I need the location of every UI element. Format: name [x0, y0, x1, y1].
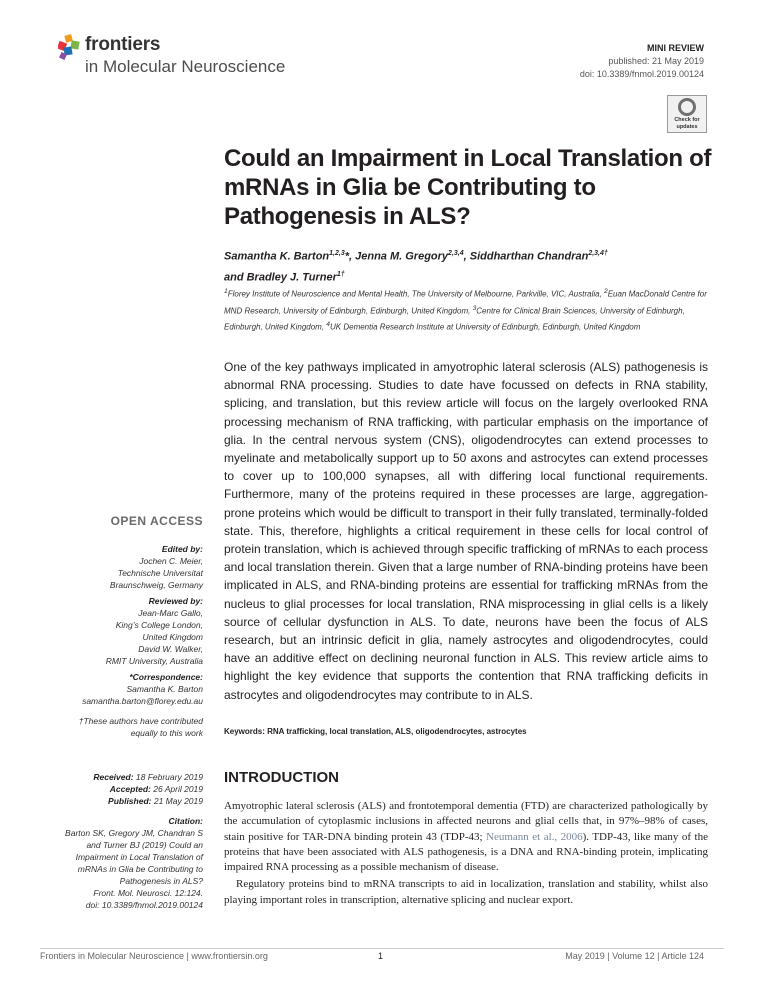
affil-text: Centre for Clinical Brain Sciences, University of Edinburgh, Edinburgh, United Kingdom,	[224, 306, 685, 332]
reference-link[interactable]: Neumann et al., 2006	[486, 830, 583, 843]
affil-sup: 3	[472, 304, 477, 312]
citation-line: mRNAs in Glia be Contributing to	[77, 864, 203, 874]
open-access-badge: OPEN ACCESS	[110, 514, 203, 528]
affil-text: Euan MacDonald Centre for MND Research, University of Edinburgh, Edinburgh, United Kingdom,	[224, 289, 707, 316]
received-label: Received:	[93, 772, 134, 782]
keywords	[224, 726, 708, 738]
update-circle-icon	[678, 98, 696, 116]
affil-sup: 1	[224, 288, 228, 295]
citation-line: Impairment in Local Translation of	[75, 852, 203, 862]
brand-name: frontiers	[85, 34, 161, 55]
citation-line: Front. Mol. Neurosci. 12:124.	[93, 888, 203, 898]
contrib-text: These authors have contributed	[83, 716, 203, 726]
reviewed-by-label: Reviewed by:	[148, 596, 203, 606]
footer-issue: May 2019 | Volume 12 | Article 124	[565, 951, 704, 961]
introduction-heading: INTRODUCTION	[224, 769, 339, 786]
author-affil-sup: 2,3,4	[448, 250, 464, 257]
correspondence-name: Samantha K. Barton	[126, 684, 203, 694]
badge-text-2: updates	[676, 124, 698, 130]
contrib-line: equally to this work	[130, 728, 203, 738]
contrib-line	[40, 715, 203, 727]
paragraph-text: ). TDP-43, like many of the proteins that have been associated with ALS pathogenesis, is a DNA and RNA-binding protein, implicating impaired RNA processing as a possible mechanism of disease.	[224, 830, 708, 874]
author-link[interactable]: Jenna M. Gregory	[355, 250, 449, 263]
affiliations	[224, 285, 708, 335]
reviewer-line: RMIT University, Australia	[105, 656, 203, 666]
paragraph: Regulatory proteins bind to mRNA transcripts to aid in localization, translation and stability, whilst also playing important roles in transcription, alternative splicing and nuclear export.	[224, 878, 708, 906]
editor-line: Technische Universitat	[117, 568, 203, 578]
published-date: published: 21 May 2019	[608, 56, 704, 66]
published-value: 21 May 2019	[151, 796, 203, 806]
affil-sup: 4	[326, 321, 330, 329]
received-value: 18 February 2019	[133, 772, 203, 782]
published-label: Published:	[108, 796, 152, 806]
article-meta	[580, 42, 704, 81]
check-for-updates-button[interactable]	[667, 95, 707, 133]
keywords-text: RNA trafficking, local translation, ALS, oligodendrocytes, astrocytes	[267, 727, 527, 736]
badge-text-1: Check for	[674, 117, 700, 123]
reviewer-line: United Kingdom	[142, 632, 203, 642]
introduction-body	[224, 799, 708, 908]
footer-journal[interactable]: Frontiers in Molecular Neuroscience | www.frontiersin.org	[40, 951, 268, 961]
affil-text: UK Dementia Research Institute at University of Edinburgh, Edinburgh, United Kingdom	[330, 322, 641, 332]
author-sep: ,	[463, 250, 470, 263]
author-link[interactable]: Samantha K. Barton	[224, 250, 330, 263]
citation-line: Barton SK, Gregory JM, Chandran S	[65, 828, 203, 838]
author-list	[224, 245, 724, 286]
paragraph	[224, 799, 708, 875]
edited-by-section	[40, 543, 203, 739]
citation-label: Citation:	[168, 816, 203, 826]
citation-line: and Turner BJ (2019) Could an	[86, 840, 203, 850]
abstract: One of the key pathways implicated in amyotrophic lateral sclerosis (ALS) pathogenesis is abnormal RNA processing. Studies to date have focussed on defects in RNA stability, splicing, and translation, but this review article will focus on the largely overlooked RNA processing mechanism of RNA trafficking, with particular emphasis on the importance of glia. In the central nervous system (CNS), oligodendrocytes can extend processes to myelinate and metabolically support up to 50 axons and astrocytes can extend processes to cover up to 100,000 synapses, all with differing local functional requirements. Furthermore, many of the proteins required in these processes are large, aggregation-prone proteins which would be difficult to transport in their fully translated, terminally-folded state. This, therefore, highlights a critical requirement in these cells for local control of protein translation, which is achieved through specific trafficking of mRNAs to each process and local translation therein. Given that a large number of RNA-binding proteins have been implicated in ALS, and RNA-binding proteins are essential for trafficking mRNAs from the nucleus to glial processes for local translation, RNA misprocessing in glial cells is a likely source of cellular dysfunction in ALS. To date, neurons have been the focus of ALS research, but an intrinsic deficit in glia, namely astrocytes and oligodendrocytes, could have an additive effect on declining neuronal function in ALS. This review article aims to highlight the key evidence that supports the contention that RNA trafficking deficits in astrocytes and oligodendrocytes may contribute to in ALS.	[224, 360, 709, 702]
author-link[interactable]: Siddharthan Chandran	[469, 250, 589, 263]
contrib-mark: †	[78, 716, 84, 726]
edited-by-label: Edited by:	[161, 544, 203, 554]
paragraph-text: Amyotrophic lateral sclerosis (ALS) and frontotemporal dementia (FTD) are characterized pathologically by the accumulation of cytoplasmic inclusions in affected neurons and glial cells that, in 97%–98% of cases, stain positive for TAR-DNA binding protein 43 (TDP-43;	[224, 800, 708, 843]
editor-line[interactable]: Jochen C. Meier,	[139, 556, 203, 566]
author-affil-sup: 2,3,4†	[588, 250, 608, 257]
keywords-label: Keywords:	[224, 727, 268, 736]
affil-text: Florey Institute of Neuroscience and Mental Health, The University of Melbourne, Parkville, VIC, Australia,	[227, 289, 605, 299]
footer-divider	[40, 948, 724, 949]
correspondence-email[interactable]: samantha.barton@florey.edu.au	[82, 696, 203, 706]
dates-section	[40, 771, 203, 911]
accepted-value: 26 April 2019	[150, 784, 203, 794]
doi-link[interactable]: doi: 10.3389/fnmol.2019.00124	[579, 69, 704, 79]
reviewer-line: King’s College London,	[115, 620, 203, 630]
author-affil-sup: 1†	[336, 270, 345, 278]
reviewer-line[interactable]: David W. Walker,	[138, 644, 203, 654]
page-number: 1	[378, 951, 384, 961]
article-type: MINI REVIEW	[646, 43, 704, 53]
citation-doi[interactable]: doi: 10.3389/fnmol.2019.00124	[85, 900, 203, 910]
article-title: Could an Impairment in Local Translation of mRNAs in Glia be Contributing to Pathogenesis in ALS?	[224, 145, 712, 230]
editor-line: Braunschweig, Germany	[109, 580, 203, 590]
reviewer-line[interactable]: Jean-Marc Gallo,	[138, 608, 203, 618]
citation-line: Pathogenesis in ALS?	[119, 876, 203, 886]
accepted-label: Accepted:	[109, 784, 151, 794]
frontiers-logo-icon	[58, 33, 82, 61]
author-affil-sup: 1,2,3	[329, 250, 345, 257]
correspondence-label: *Correspondence:	[129, 672, 203, 682]
author-sep: *,	[344, 250, 356, 263]
author-link[interactable]: and Bradley J. Turner	[224, 271, 337, 284]
journal-name: in Molecular Neuroscience	[85, 57, 286, 76]
affil-sup: 2	[604, 288, 608, 295]
